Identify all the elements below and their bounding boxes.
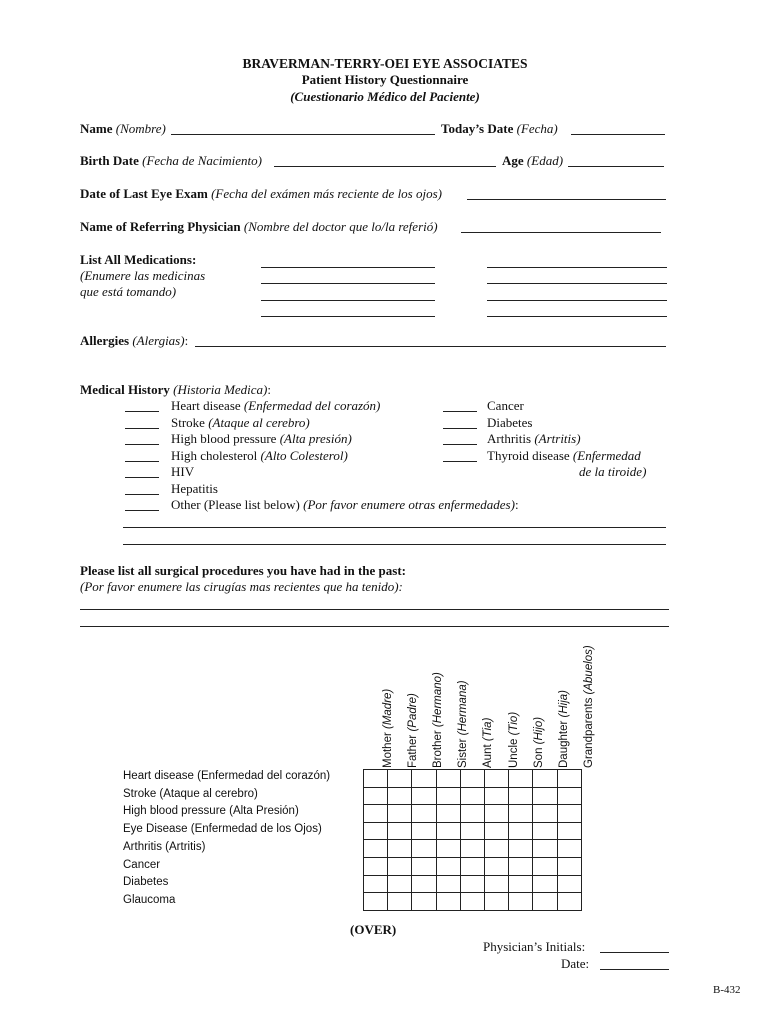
family-grid-cell[interactable] — [436, 840, 460, 858]
checkbox-line[interactable] — [125, 494, 159, 495]
family-row-label: High blood pressure (Alta Presión) — [123, 805, 299, 818]
history-item-hepatitis: Hepatitis — [171, 481, 218, 496]
family-grid-cell[interactable] — [412, 787, 436, 805]
checkbox-line[interactable] — [443, 444, 477, 445]
family-grid-cell[interactable] — [460, 805, 484, 823]
family-grid-cell[interactable] — [509, 893, 533, 911]
history-item-high-blood-pressure: High blood pressure (Alta presión) — [171, 431, 352, 446]
medications-es-line1: (Enumere las medicinas — [80, 268, 206, 283]
family-grid-cell[interactable] — [412, 805, 436, 823]
family-grid-cell[interactable] — [557, 875, 581, 893]
physician-initials-label: Physician’s Initials: — [483, 939, 586, 954]
family-row-label: Heart disease (Enfermedad del corazón) — [123, 770, 331, 782]
family-grid-cell[interactable] — [388, 893, 412, 911]
name-label: Name (Nombre) — [80, 121, 166, 136]
family-grid-cell[interactable] — [436, 857, 460, 875]
family-grid-cell[interactable] — [436, 822, 460, 840]
family-grid-row — [364, 893, 582, 911]
family-grid-cell[interactable] — [364, 857, 388, 875]
family-grid-cell[interactable] — [484, 857, 508, 875]
history-item-other: Other (Please list below) (Por favor enumere otras enfermedades): — [171, 497, 519, 512]
surgical-es-label: (Por favor enumere las cirugías mas recientes que ha tenido): — [80, 579, 403, 594]
family-grid-cell[interactable] — [412, 857, 436, 875]
allergies-label: Allergies (Alergias): — [80, 333, 189, 348]
checkbox-line[interactable] — [125, 477, 159, 478]
medications-es-line2: que está tomando) — [80, 284, 177, 299]
family-grid-cell[interactable] — [509, 857, 533, 875]
family-grid-cell[interactable] — [364, 893, 388, 911]
family-grid-cell[interactable] — [436, 805, 460, 823]
date-field[interactable] — [600, 969, 669, 970]
family-grid-cell[interactable] — [533, 840, 557, 858]
family-row-label: Arthritis (Artritis) — [123, 840, 206, 853]
family-row-label: Diabetes — [123, 876, 169, 889]
last-eye-exam-field[interactable] — [467, 199, 666, 200]
family-grid-cell[interactable] — [364, 805, 388, 823]
checkbox-line[interactable] — [443, 461, 477, 462]
checkbox-line[interactable] — [125, 428, 159, 429]
family-row-label: Eye Disease (Enfermedad de los Ojos) — [123, 823, 322, 836]
family-column-mother: Mother (Madre) — [382, 688, 394, 768]
family-grid-cell[interactable] — [436, 875, 460, 893]
org-name: BRAVERMAN-TERRY-OEI EYE ASSOCIATES — [242, 56, 528, 71]
checkbox-line[interactable] — [125, 411, 159, 412]
family-grid-cell[interactable] — [533, 805, 557, 823]
medication-line[interactable] — [487, 316, 667, 317]
history-item-arthritis: Arthritis (Artritis) — [487, 431, 581, 446]
form-subtitle: (Cuestionario Médico del Paciente) — [290, 89, 480, 104]
family-column-uncle: Uncle (Tio) — [507, 711, 520, 768]
family-column-sister: Sister (Hermana) — [457, 680, 470, 768]
family-grid-cell[interactable] — [364, 875, 388, 893]
family-grid-cell[interactable] — [557, 805, 581, 823]
other-illness-line[interactable] — [123, 527, 666, 528]
family-column-son: Son (Hijo) — [532, 716, 545, 768]
family-grid-cell[interactable] — [436, 893, 460, 911]
birth-date-field[interactable] — [274, 166, 496, 167]
family-grid-cell[interactable] — [509, 840, 533, 858]
family-grid-cell[interactable] — [388, 787, 412, 805]
family-grid-cell[interactable] — [509, 875, 533, 893]
family-grid-cell[interactable] — [412, 840, 436, 858]
family-history-grid — [363, 769, 582, 911]
family-grid-cell[interactable] — [484, 787, 508, 805]
history-item-stroke: Stroke (Ataque al cerebro) — [171, 415, 310, 430]
family-grid-cell[interactable] — [460, 787, 484, 805]
checkbox-line[interactable] — [125, 444, 159, 445]
checkbox-line[interactable] — [125, 510, 159, 511]
history-item-cancer: Cancer — [487, 398, 524, 413]
family-row-label: Cancer — [123, 858, 161, 871]
family-grid-cell[interactable] — [557, 857, 581, 875]
medication-line[interactable] — [261, 316, 435, 317]
family-grid-cell[interactable] — [533, 857, 557, 875]
history-item-heart-disease: Heart disease (Enfermedad del corazón) — [171, 398, 381, 413]
family-grid-cell[interactable] — [533, 893, 557, 911]
family-grid-cell[interactable] — [388, 770, 412, 788]
surgical-line[interactable] — [80, 609, 669, 610]
family-grid-row — [364, 770, 582, 788]
form-code: B-432 — [713, 984, 741, 996]
family-grid-cell[interactable] — [460, 893, 484, 911]
family-grid-cell[interactable] — [460, 840, 484, 858]
family-grid-cell[interactable] — [388, 857, 412, 875]
medication-line[interactable] — [487, 267, 667, 268]
family-grid-cell[interactable] — [509, 770, 533, 788]
name-field[interactable] — [171, 134, 435, 135]
family-grid-cell[interactable] — [509, 787, 533, 805]
medication-line[interactable] — [261, 283, 435, 284]
family-grid-row — [364, 787, 582, 805]
family-grid-cell[interactable] — [460, 857, 484, 875]
other-illness-line[interactable] — [123, 544, 666, 545]
family-grid-row — [364, 840, 582, 858]
family-grid-cell[interactable] — [364, 770, 388, 788]
family-grid-cell[interactable] — [533, 875, 557, 893]
history-item-thyroid-disease: Thyroid disease (Enfermedad — [487, 448, 641, 463]
family-column-brother: Brother (Hermano) — [432, 672, 445, 768]
family-grid-cell[interactable] — [484, 770, 508, 788]
family-grid-cell[interactable] — [557, 770, 581, 788]
history-item-hiv: HIV — [171, 464, 195, 479]
medication-line[interactable] — [487, 300, 667, 301]
medical-history-label: Medical History (Historia Medica): — [80, 382, 272, 397]
referring-physician-label: Name of Referring Physician (Nombre del doctor que lo/la referió) — [80, 219, 438, 234]
family-grid-cell[interactable] — [484, 840, 508, 858]
family-row-label: Stroke (Ataque al cerebro) — [123, 787, 258, 800]
physician-initials-field[interactable] — [600, 952, 669, 953]
family-grid-cell[interactable] — [364, 822, 388, 840]
history-item-diabetes: Diabetes — [487, 415, 533, 430]
family-grid-cell[interactable] — [509, 805, 533, 823]
checkbox-line[interactable] — [125, 461, 159, 462]
family-grid-cell[interactable] — [436, 787, 460, 805]
checkbox-line[interactable] — [443, 428, 477, 429]
family-grid-cell[interactable] — [533, 787, 557, 805]
family-grid-cell[interactable] — [412, 875, 436, 893]
medication-line[interactable] — [261, 300, 435, 301]
family-column-grandparents: Grandparents (Abuelos) — [582, 645, 595, 768]
age-label: Age (Edad) — [502, 153, 564, 168]
family-grid-cell[interactable] — [484, 875, 508, 893]
birth-date-label: Birth Date (Fecha de Nacimiento) — [80, 153, 262, 168]
family-row-label: Glaucoma — [123, 893, 176, 906]
family-column-father: Father (Padre) — [407, 693, 420, 768]
today-date-label: Today’s Date (Fecha) — [441, 121, 558, 136]
family-grid-cell[interactable] — [412, 822, 436, 840]
medication-line[interactable] — [487, 283, 667, 284]
over-label: (OVER) — [350, 922, 397, 937]
family-column-aunt: Aunt (Tia) — [482, 717, 495, 768]
family-grid-cell[interactable] — [364, 787, 388, 805]
family-grid-cell[interactable] — [460, 770, 484, 788]
family-grid-cell[interactable] — [388, 875, 412, 893]
family-grid-cell[interactable] — [533, 822, 557, 840]
family-grid-cell[interactable] — [460, 875, 484, 893]
family-grid-cell[interactable] — [460, 822, 484, 840]
medications-label: List All Medications: — [80, 252, 197, 267]
surgical-label: Please list all surgical procedures you have had in the past: — [80, 563, 406, 578]
family-grid-row — [364, 822, 582, 840]
family-grid-row — [364, 857, 582, 875]
family-grid-cell[interactable] — [557, 893, 581, 911]
family-grid-cell[interactable] — [364, 840, 388, 858]
family-grid-row — [364, 875, 582, 893]
family-grid-cell[interactable] — [557, 787, 581, 805]
family-grid-cell[interactable] — [412, 893, 436, 911]
family-grid-cell[interactable] — [388, 840, 412, 858]
date-label: Date: — [561, 956, 590, 971]
family-grid-cell[interactable] — [533, 770, 557, 788]
family-grid-cell[interactable] — [484, 822, 508, 840]
checkbox-line[interactable] — [443, 411, 477, 412]
medication-line[interactable] — [261, 267, 435, 268]
history-item-high-cholesterol: High cholesterol (Alto Colesterol) — [171, 448, 348, 463]
last-eye-exam-label: Date of Last Eye Exam (Fecha del exámen más reciente de los ojos) — [80, 186, 442, 201]
family-grid-cell[interactable] — [412, 770, 436, 788]
family-grid-cell[interactable] — [509, 822, 533, 840]
history-item-thyroid-es: de la tiroide) — [579, 464, 647, 479]
surgical-line[interactable] — [80, 626, 669, 627]
family-grid-cell[interactable] — [388, 805, 412, 823]
family-grid-cell[interactable] — [484, 893, 508, 911]
family-grid-cell[interactable] — [557, 840, 581, 858]
family-grid-cell[interactable] — [388, 822, 412, 840]
form-title: Patient History Questionnaire — [301, 72, 469, 87]
family-grid-cell[interactable] — [484, 805, 508, 823]
referring-physician-field[interactable] — [461, 232, 661, 233]
today-date-field[interactable] — [571, 134, 665, 135]
age-field[interactable] — [568, 166, 664, 167]
family-grid-cell[interactable] — [557, 822, 581, 840]
family-column-daughter: Daughter (Hija) — [557, 690, 570, 768]
family-grid-row — [364, 805, 582, 823]
family-grid-cell[interactable] — [436, 770, 460, 788]
allergies-field[interactable] — [195, 346, 666, 347]
